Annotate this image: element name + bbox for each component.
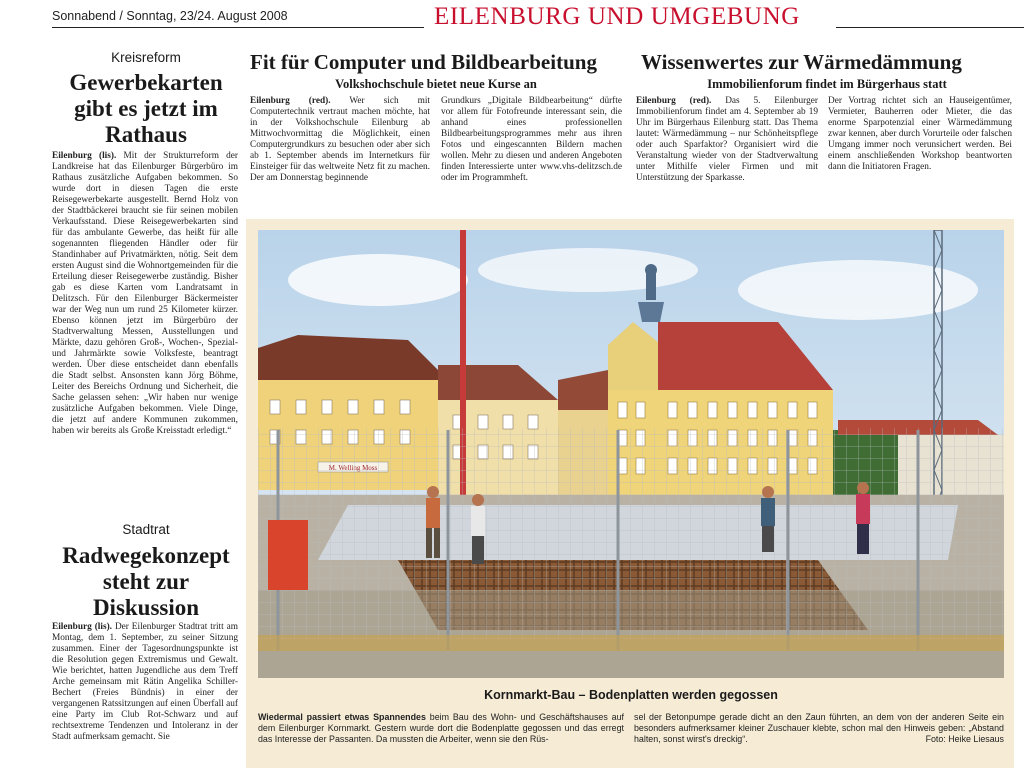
kornmarkt-construction-image — [258, 230, 1004, 678]
article-body-col2: Der Vortrag richtet sich an Hauseigentümer, Vermieter, Bauherren oder Mieter, die das enorme Sparpotenzial einer Wärmedämmung zwar kennen, aber durch Vorurteile oder falschen Umgang immer noch verunsichert werden. Bei einem anschließenden Workshop beantworten dann die Initiatoren Fragen. — [828, 96, 1012, 172]
photo-caption-col1: Wiedermal passiert etwas Spannendes beim Bau des Wohn- und Geschäftshauses auf dem Eilenburger Kornmarkt. Gestern wurde dort die Bodenplatte gegossen und das erregt das Interesse der Passanten. Da mussten die Arbeiter, wenn sie den Rüs- — [258, 712, 624, 744]
article-kicker: Stadtrat — [122, 522, 170, 537]
dateline: Eilenburg (lis). — [52, 151, 117, 161]
article-headline: Gewerbekarten gibt es jetzt im Rathaus — [69, 70, 223, 147]
dateline: Eilenburg (lis). — [52, 622, 113, 632]
article-subhead: Volkshochschule bietet neue Kurse an — [335, 77, 537, 91]
article-headline: Wissenwertes zur Wärmedämmung — [641, 50, 962, 74]
article-body-col2: Grundkurs „Digitale Bildbearbeitung“ dürfte vor allem für Fotofreunde interessant sein, die anhand eines professionellen Bildbearbeitungsprogrammes mehr aus ihren Fotos und eingescannten Bildern machen wollen. Mehr zu diesen und anderen Angeboten finden Interessierte unter www.vhs-delitzsch.de oder im Programmheft. — [441, 96, 622, 183]
photo-caption-col2: sel der Betonpumpe gerade dicht an den Zaun führten, an dem von der anderen Seite ein besonders aufmerksamer kleiner Zuschauer klebte, schon mal den Hinweis geben: „Abstand halten, sonst wirst's dreckig“. Foto: Heike Liesaus — [634, 712, 1004, 744]
photo-credit: Foto: Heike Liesaus — [925, 734, 1004, 744]
header-rule-right — [836, 27, 1024, 28]
dateline: Eilenburg (red). — [250, 96, 331, 106]
article-body-col1: Eilenburg (red). Wer sich mit Computertechnik vertraut machen möchte, hat in der Volkshochschule Eilenburg ab Mittwochvormittag die Möglichkeit, einen Computergrundkurs zu besuchen oder aber sich ab 1. September abends im Internetkurs für Einsteiger für das weltweite Netz fit zu machen. Der am Donnerstag beginnende — [250, 96, 430, 183]
article-body: Eilenburg (lis). Der Eilenburger Stadtrat tritt am Montag, dem 1. September, zu seiner Sitzung zusammen. Einer der Tagesordnungspunkte ist die Resolution gegen Extremismus und Gewalt. Wie berichtet, hatten Jugendliche aus dem Treff Arche gemeinsam mit Rätin Angelika Schiller-Bechert (Freies Bündnis) in einer der vergangenen Ratssitzungen auf einen Überfall auf eine Party im Club Rot-Schwarz und auf rechtsextreme Tendenzen und Intoleranz in der Stadt aufmerksam gemacht. Sie — [52, 622, 238, 742]
photo-caption-title: Kornmarkt-Bau – Bodenplatten werden gegossen — [484, 688, 778, 702]
article-body-col1: Eilenburg (red). Das 5. Eilenburger Immobilienforum findet am 4. September ab 19 Uhr im Bürgerhaus Eilenburg statt. Das Thema lautet: Wärmedämmung – nur Schönheitspflege oder auch Sparfaktor? Organisiert wird die Veranstaltung wieder von der Stadtverwaltung unter Mithilfe vieler Firmen und mit Unterstützung der Sparkasse. — [636, 96, 818, 183]
issue-date: Sonnabend / Sonntag, 23/24. August 2008 — [52, 9, 288, 23]
section-title: EILENBURG UND UMGEBUNG — [434, 3, 800, 30]
article-body: Eilenburg (lis). Mit der Strukturreform der Landkreise hat das Eilenburger Bürgerbüro im Rathaus zusätzliche Aufgaben bekommen. So wurde dort in diesen Tagen die erste Reisegewerbekarte ausgestellt. Bernd Holz von der Stadtbäckerei braucht sie für seinen mobilen Verkaufsstand. Diese Reisegewerbekarten sind für das ambulante Gewerbe, das heißt für alle sogenannten fliegenden Händler oder für Standinhaber auf Privatmärkten, nötig. Seit dem ersten August sind die Wohnortgemeinden für die Erteilung dieser Reisegewerbe zuständig. Bisher gab es diese Karten vom Landratsamt in Delitzsch. Für den Eilenburger Bäckermeister war der Weg nun um rund 25 Kilometer kürzer. Ebenso können jetzt im Bürgerbüro der Stadtverwaltung Messen, Ausstellungen und Märkte, dazu gehören Groß-, Wochen-, Spezial- und Jahrmärkte sowie Volksfeste, beantragt werden. Über diese entscheidet dann ebenfalls die Stadt selbst. Ansonsten kann Jörg Böhme, Leiter des Bereichs Ordnung und Sicherheit, die Sache gelassen sehen: „Wir haben nur wenige zusätzliche Aufgaben bekommen. Viele Dinge, die jetzt auf andere Kommunen zukommen, haben wir bereits als Große Kreisstadt erledigt.“ — [52, 151, 238, 436]
article-headline: Fit für Computer und Bildbearbeitung — [250, 50, 597, 74]
construction-photo — [258, 230, 1004, 678]
header-rule-left — [52, 27, 424, 28]
dateline: Eilenburg (red). — [636, 96, 712, 106]
article-headline: Radwegekonzept steht zur Diskussion — [62, 543, 230, 620]
article-kicker: Kreisreform — [111, 50, 181, 65]
article-subhead: Immobilienforum findet im Bürgerhaus statt — [707, 77, 947, 91]
